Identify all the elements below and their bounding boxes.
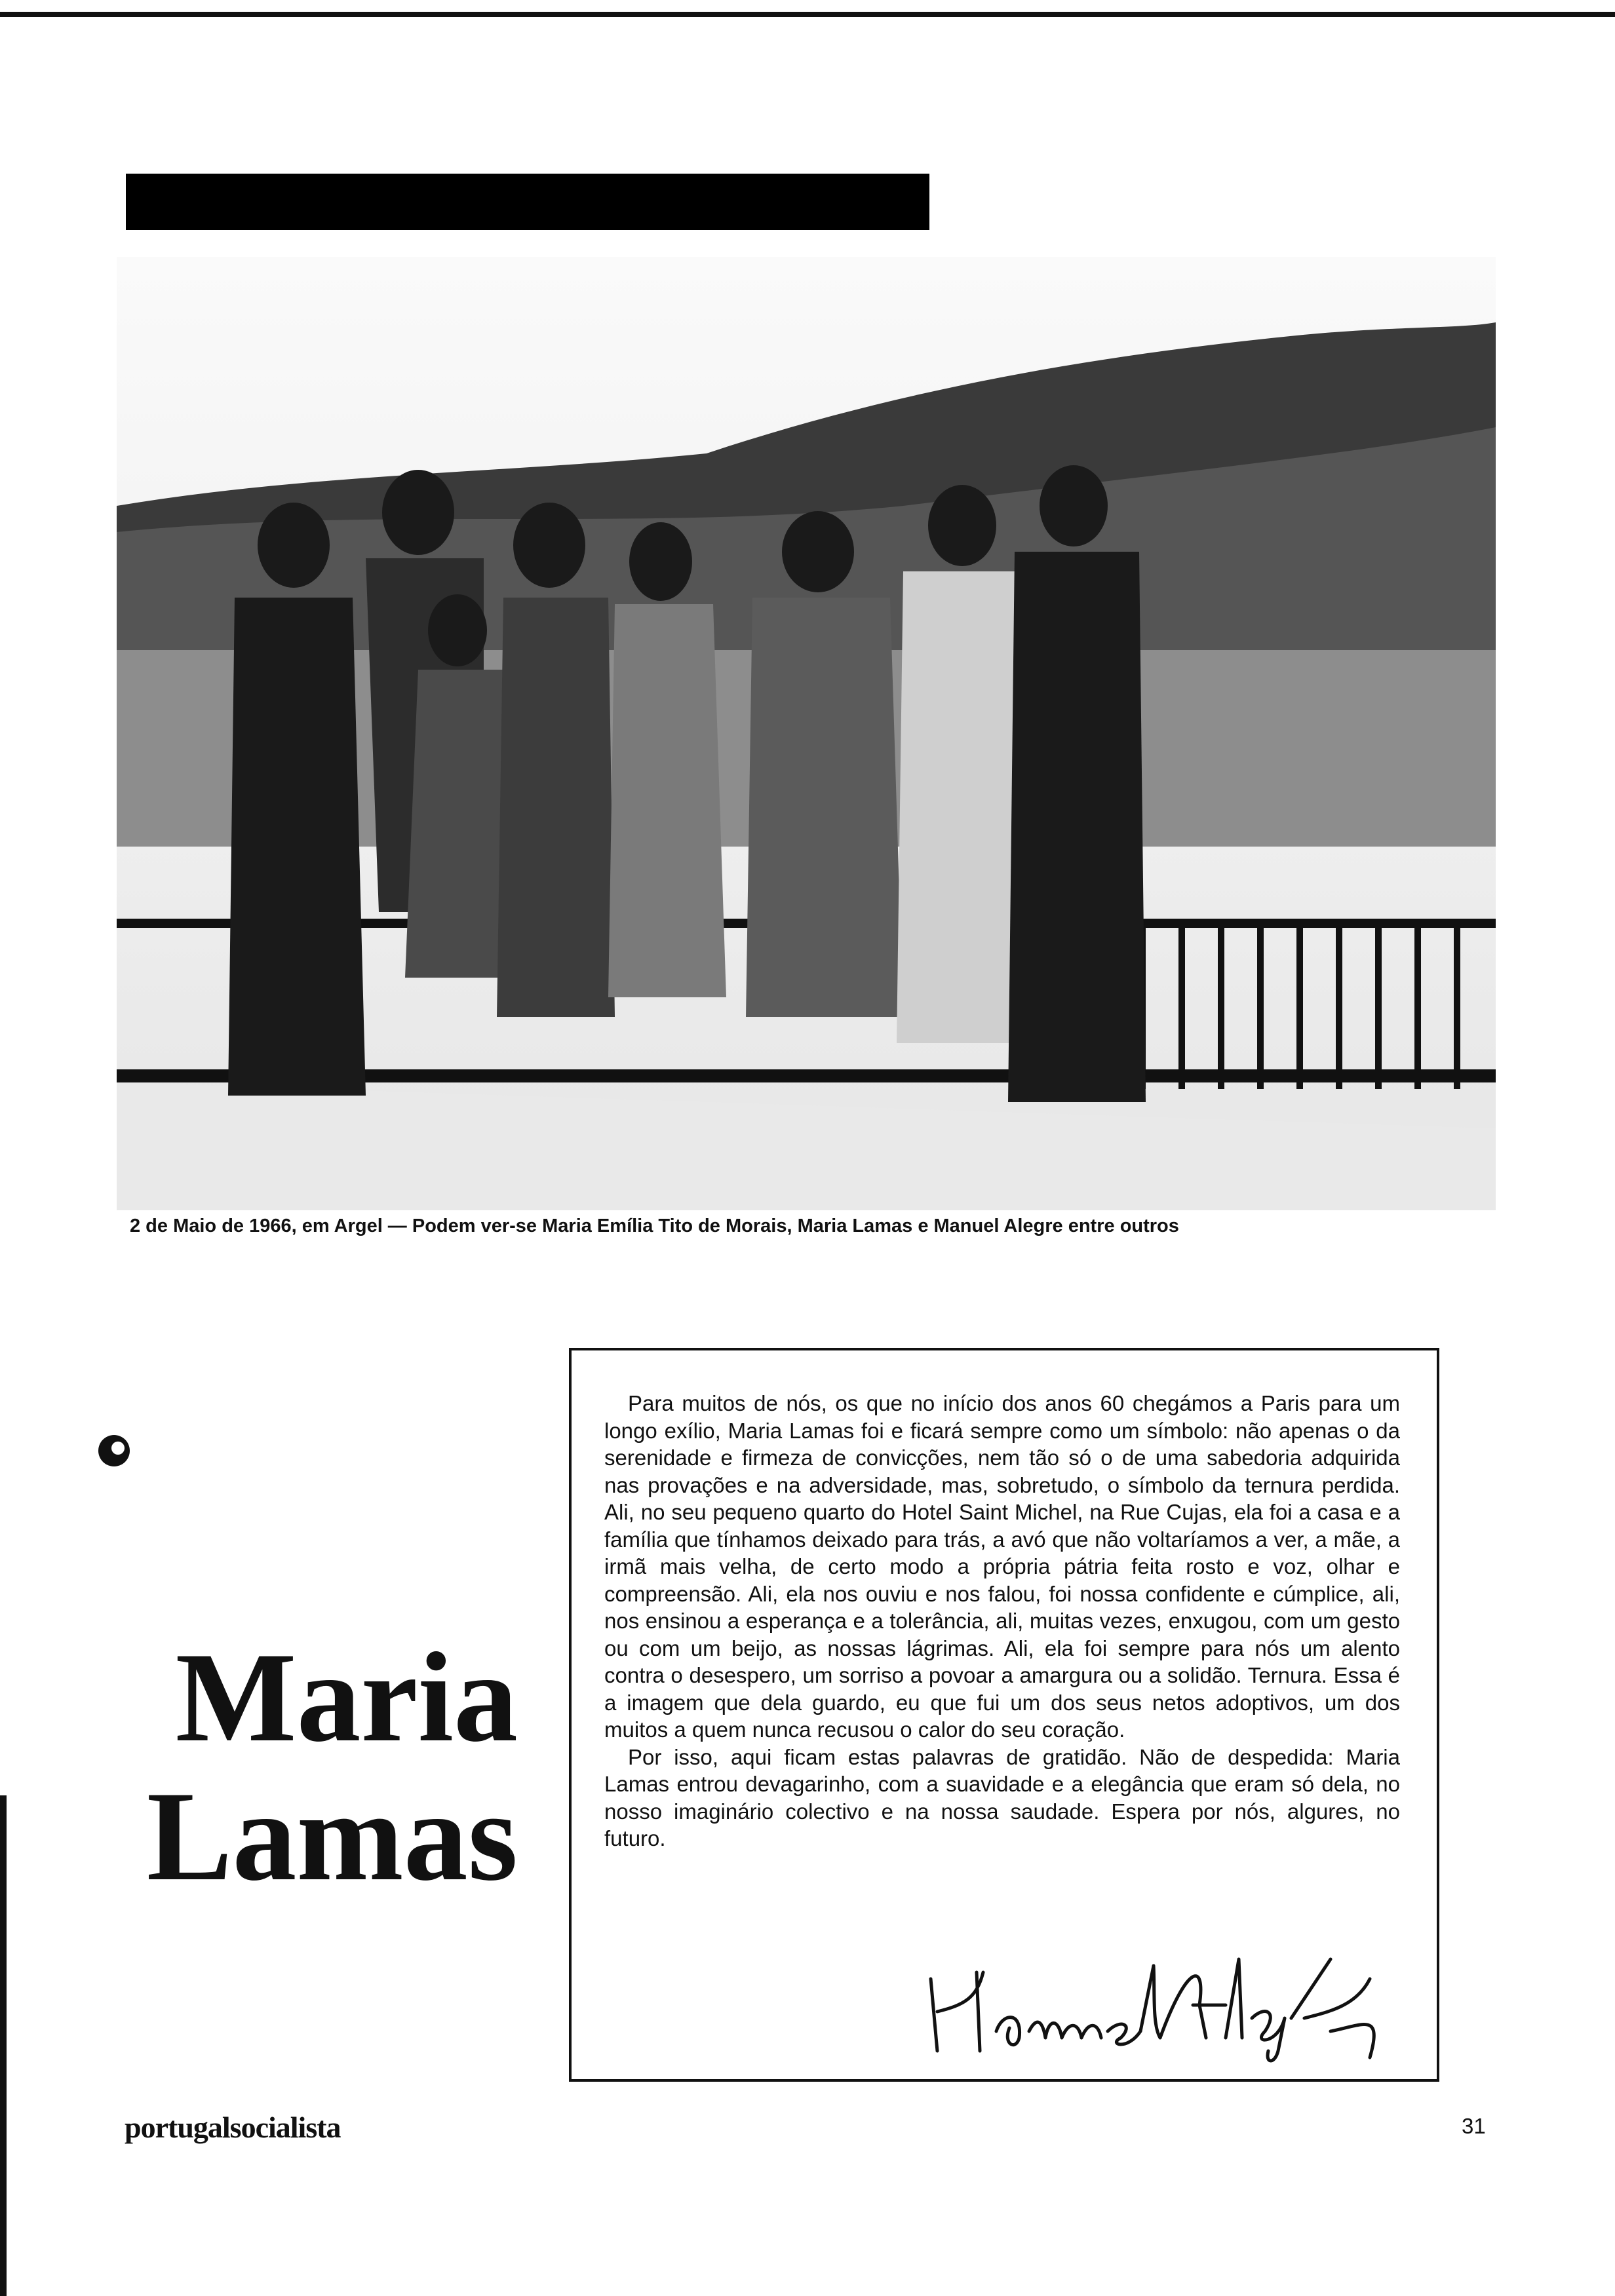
decorative-mark-icon: [97, 1434, 131, 1468]
article-title: [125, 1628, 518, 1906]
title-line-2: Lamas: [146, 1765, 518, 1907]
top-rule: [0, 12, 1615, 17]
article-paragraph-1: Para muitos de nós, os que no início dos anos 60 chegámos a Paris para um longo exílio, Maria Lamas foi e ficará sempre como um símbolo: não apenas o da serenidade e firmeza de convicções, nem tão só o de uma sabedoria adquirida nas provações e na adversidade, mas, sobretudo, o símbolo da ternura perdida. Ali, no seu pequeno quarto do Hotel Saint Michel, na Rue Cujas, ela foi a casa e a família que tínhamos deixado para trás, a avó que não voltaríamos a ver, a mãe, a irmã mais velha, de certo modo a própria pátria feita rosto e voz, olhar e compreensão. Ali, ela nos ouviu e nos falou, foi nossa confidente e cúmplice, ali, nos ensinou a esperança e a tolerância, ali, muitas vezes, enxugou, com um gesto ou com um beijo, as nossas lágrimas. Ali, ela foi sempre para nós um alento contra o desespero, um sorriso a povoar a amargura ou a solidão. Ternura. Essa é a imagem que dela guardo, eu que fui um dos seus netos adoptivos, um dos muitos a quem nunca recusou o calor do seu coração.: [604, 1391, 1400, 1742]
page-number: 31: [1462, 2114, 1486, 2138]
group-photo: [117, 257, 1496, 1210]
photo-caption: 2 de Maio de 1966, em Argel — Podem ver-se Maria Emília Tito de Morais, Maria Lamas e Manuel Alegre entre outros: [130, 1215, 1179, 1236]
handwritten-signature: [911, 1940, 1396, 2071]
article-paragraph-2: Por isso, aqui ficam estas palavras de gratidão. Não de despedida: Maria Lamas entrou devagarinho, com a suavidade e a elegância que eram só dela, no nosso imaginário colectivo e na nossa saudade. Espera por nós, algures, no futuro.: [604, 1744, 1400, 1850]
header-bar: [126, 174, 929, 230]
title-line-1: Maria: [175, 1626, 518, 1769]
left-edge-rule: [0, 1795, 7, 2296]
publication-brand: portugalsocialista: [125, 2111, 341, 2144]
